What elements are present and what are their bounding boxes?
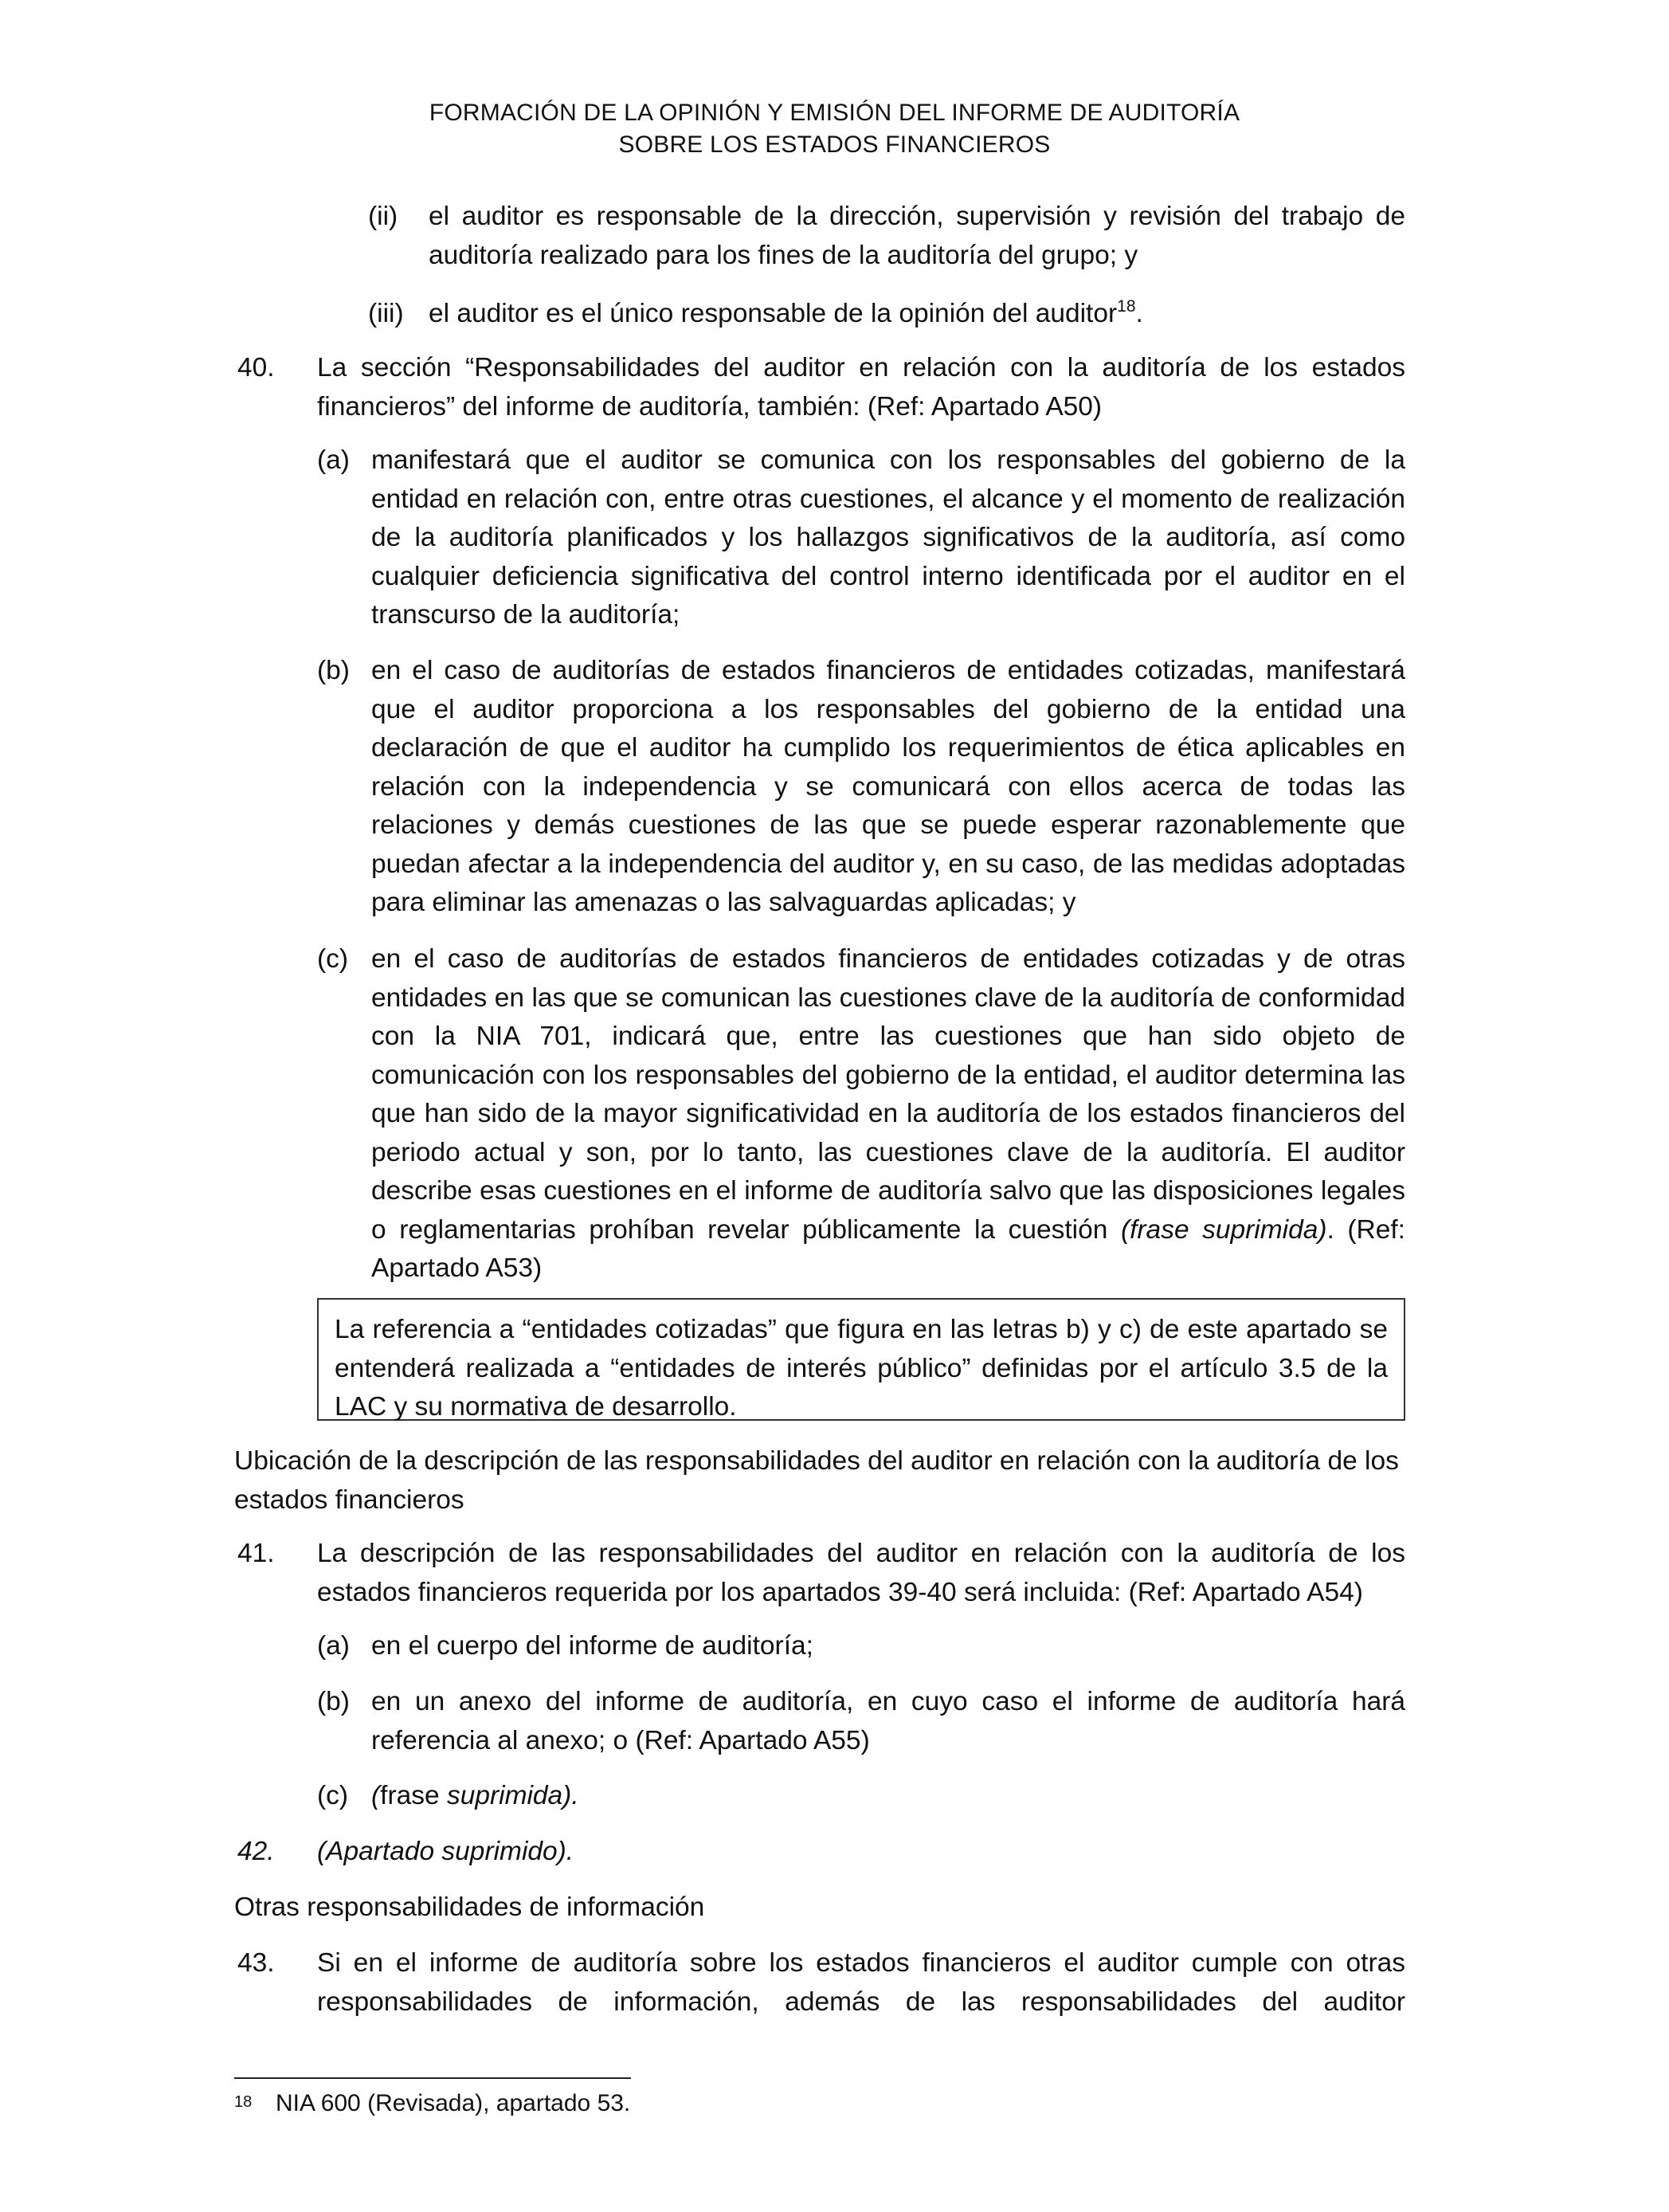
item-label-iii: (iii) xyxy=(368,299,404,328)
item-text-ii: el auditor es responsable de la dirección, supervisión y revisión del trabajo de auditoría realizado para los fines de la auditoría del grupo; y xyxy=(429,202,1405,270)
note-box: La referencia a “entidades cotizadas” que figura en las letras b) y c) de este apartado se entenderá realizada a “entidades de interés público” definidas por el artículo 3.5 de la LAC y su normativa de desarrollo. xyxy=(317,1298,1405,1421)
paragraph-number-40: 40. xyxy=(237,353,275,382)
header-line-1: FORMACIÓN DE LA OPINIÓN Y EMISIÓN DEL INFORME DE AUDITORÍA xyxy=(429,100,1240,126)
item-text-40c-italic: (frase suprimida) xyxy=(1120,1214,1327,1245)
item-text-41c xyxy=(371,1777,1405,1816)
item-label-40b: (b) xyxy=(317,656,350,685)
item-text-41c-italic-a: ( xyxy=(371,1781,381,1810)
item-label-41a: (a) xyxy=(317,1631,350,1661)
item-text-iii-end: . xyxy=(1135,299,1143,328)
item-text-40c-end: . (Ref: Apartado A53) xyxy=(371,1214,1405,1283)
footnote-text: NIA 600 (Revisada), apartado 53. xyxy=(276,2090,631,2116)
section-heading-location: Ubicación de la descripción de las responsabilidades del auditor en relación con la auditoría de los estados financieros xyxy=(234,1446,1399,1515)
item-text-41b: en un anexo del informe de auditoría, en cuyo caso el informe de auditoría hará referencia al anexo; o (Ref: Apartado A55) xyxy=(371,1687,1405,1755)
paragraph-number-43: 43. xyxy=(237,1948,275,1978)
paragraph-text-40: La sección “Responsabilidades del auditor en relación con la auditoría de los estados financieros” del informe de auditoría, también: (Ref: Apartado A50) xyxy=(317,353,1405,422)
footnote-separator xyxy=(234,2077,631,2079)
item-text-40b: en el caso de auditorías de estados financieros de entidades cotizadas, manifestará que el auditor proporciona a los responsables del gobierno de la entidad una declaración de que el auditor ha cumplido los requerimientos de ética aplicables en relación con la independencia y se comunicará con ellos acerca de todas las relaciones y demás cuestiones de las que se puede esperar razonablemente que puedan afectar a la independencia del auditor y, en su caso, de las medidas adoptadas para eliminar las amenazas o las salvaguardas aplicadas; y xyxy=(371,656,1405,917)
item-text-41c-italic-b: suprimida). xyxy=(446,1781,579,1810)
item-label-40c: (c) xyxy=(317,944,349,974)
item-label-40a: (a) xyxy=(317,445,350,475)
footnote xyxy=(234,2088,1413,2126)
section-heading-other: Otras responsabilidades de información xyxy=(234,1892,705,1922)
item-text-41a: en el cuerpo del informe de auditoría; xyxy=(371,1631,813,1661)
item-text-40c xyxy=(371,940,1405,1288)
item-text-iii-main: el auditor es el único responsable de la opinión del auditor xyxy=(429,299,1118,328)
item-label-41b: (b) xyxy=(317,1687,350,1716)
paragraph-number-42: 42. xyxy=(237,1837,275,1866)
item-label-41c: (c) xyxy=(317,1781,349,1810)
page-header xyxy=(0,97,1669,161)
item-text-iii xyxy=(429,295,1405,337)
footnote-number: 18 xyxy=(234,2093,253,2111)
item-text-40c-main: en el caso de auditorías de estados financieros de entidades cotizadas y de otras entidades en las que se comunican las cuestiones clave de la auditoría de conformidad con la NIA 701, indicará que, entre las cuestiones que han sido objeto de comunicación con los responsables del gobierno de la entidad, el auditor determina las que han sido de la mayor significatividad en la auditoría de los estados financieros del periodo actual y son, por lo tanto, las cuestiones clave de la auditoría. El auditor describe esas cuestiones en el informe de auditoría salvo que las disposiciones legales o reglamentarias prohíban revelar públicamente la cuestión xyxy=(371,944,1405,1245)
item-text-41c-plain: frase xyxy=(380,1781,447,1810)
paragraph-number-41: 41. xyxy=(237,1539,275,1568)
item-text-40a: manifestará que el auditor se comunica con los responsables del gobierno de la entidad en relación con, entre otras cuestiones, el alcance y el momento de realización de la auditoría planificados y los hallazgos significativos de la auditoría, así como cualquier deficiencia significativa del control interno identificada por el auditor en el transcurso de la auditoría; xyxy=(371,445,1405,629)
footnote-reference: 18 xyxy=(1117,297,1136,316)
paragraph-text-42: (Apartado suprimido). xyxy=(317,1837,574,1866)
header-line-2: SOBRE LOS ESTADOS FINANCIEROS xyxy=(618,131,1051,158)
paragraph-text-43: Si en el informe de auditoría sobre los estados financieros el auditor cumple con otras responsabilidades de información, además de las responsabilidades del auditor xyxy=(317,1948,1405,2017)
paragraph-text-41: La descripción de las responsabilidades del auditor en relación con la auditoría de los estados financieros requerida por los apartados 39-40 será incluida: (Ref: Apartado A54) xyxy=(317,1539,1405,1607)
item-label-ii: (ii) xyxy=(368,202,398,231)
